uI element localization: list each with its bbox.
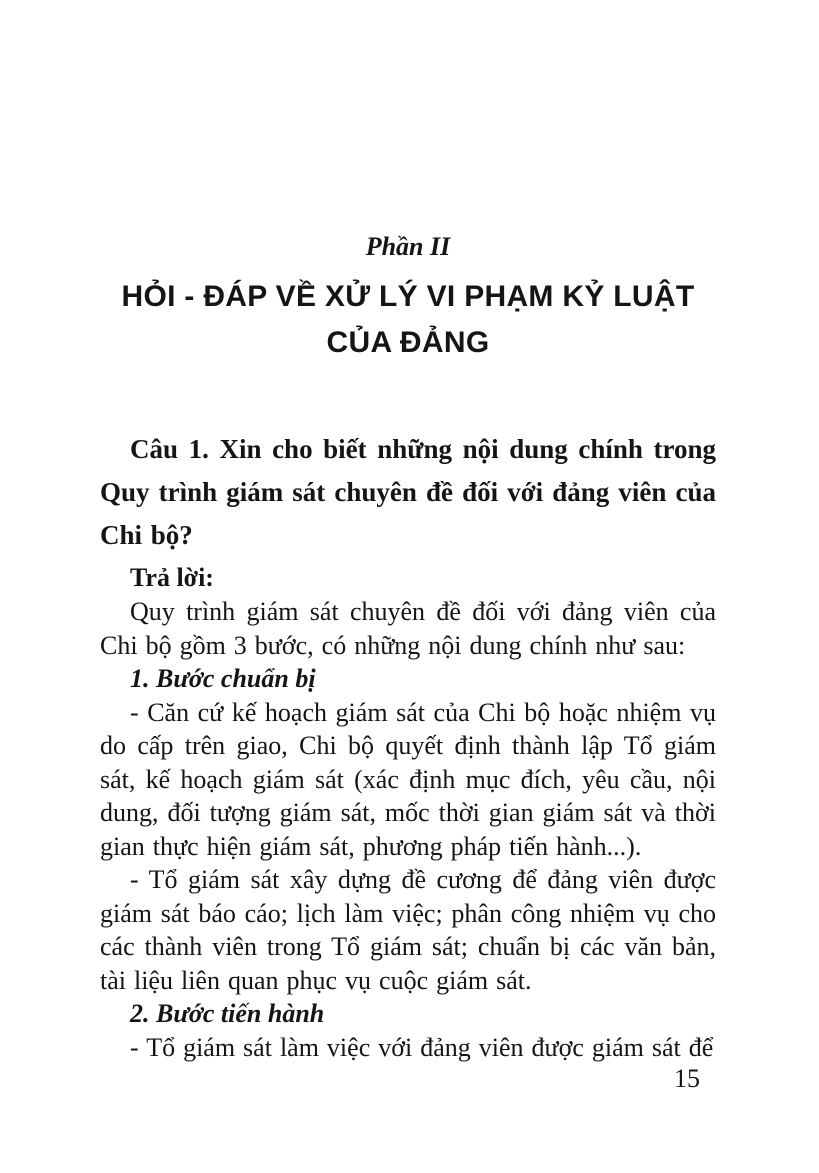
chapter-title-line-2: CỦA ĐẢNG	[326, 326, 490, 359]
chapter-title-line-1: HỎI - ĐÁP VỀ XỬ LÝ VI PHẠM KỶ LUẬT	[121, 280, 695, 313]
answer-body	[100, 595, 716, 1064]
page-number: 15	[674, 1064, 700, 1093]
body-paragraph: - Căn cứ kế hoạch giám sát của Chi bộ hoặc nhiệm vụ do cấp trên giao, Chi bộ quyết định thành lập Tổ giám sát, kế hoạch giám sát (xác định mục đích, yêu cầu, nội dung, đối tượng giám sát, mốc thời gian giám sát và thời gian thực hiện giám sát, phương pháp tiến hành...).	[100, 697, 716, 861]
chapter-title	[100, 274, 716, 366]
body-paragraph: - Tổ giám sát làm việc với đảng viên được giám sát để	[130, 1032, 714, 1062]
body-paragraph: - Tổ giám sát xây dựng đề cương để đảng viên được giám sát báo cáo; lịch làm việc; phân công nhiệm vụ cho các thành viên trong Tổ giám sát; chuẩn bị các văn bản, tài liệu liên quan phục vụ cuộc giám sát.	[100, 865, 716, 995]
page-content	[100, 0, 716, 1064]
question-text: Câu 1. Xin cho biết những nội dung chính trong Quy trình giám sát chuyên đề đối với đảng viên của Chi bộ?	[100, 434, 716, 550]
answer-label: Trả lời:	[130, 563, 214, 592]
step-heading: 1. Bước chuẩn bị	[130, 664, 316, 693]
body-paragraph: Quy trình giám sát chuyên đề đối với đảng viên của Chi bộ gồm 3 bước, có những nội dung chính như sau:	[100, 597, 716, 660]
step-heading: 2. Bước tiến hành	[130, 999, 325, 1028]
part-label: Phần II	[365, 232, 451, 261]
